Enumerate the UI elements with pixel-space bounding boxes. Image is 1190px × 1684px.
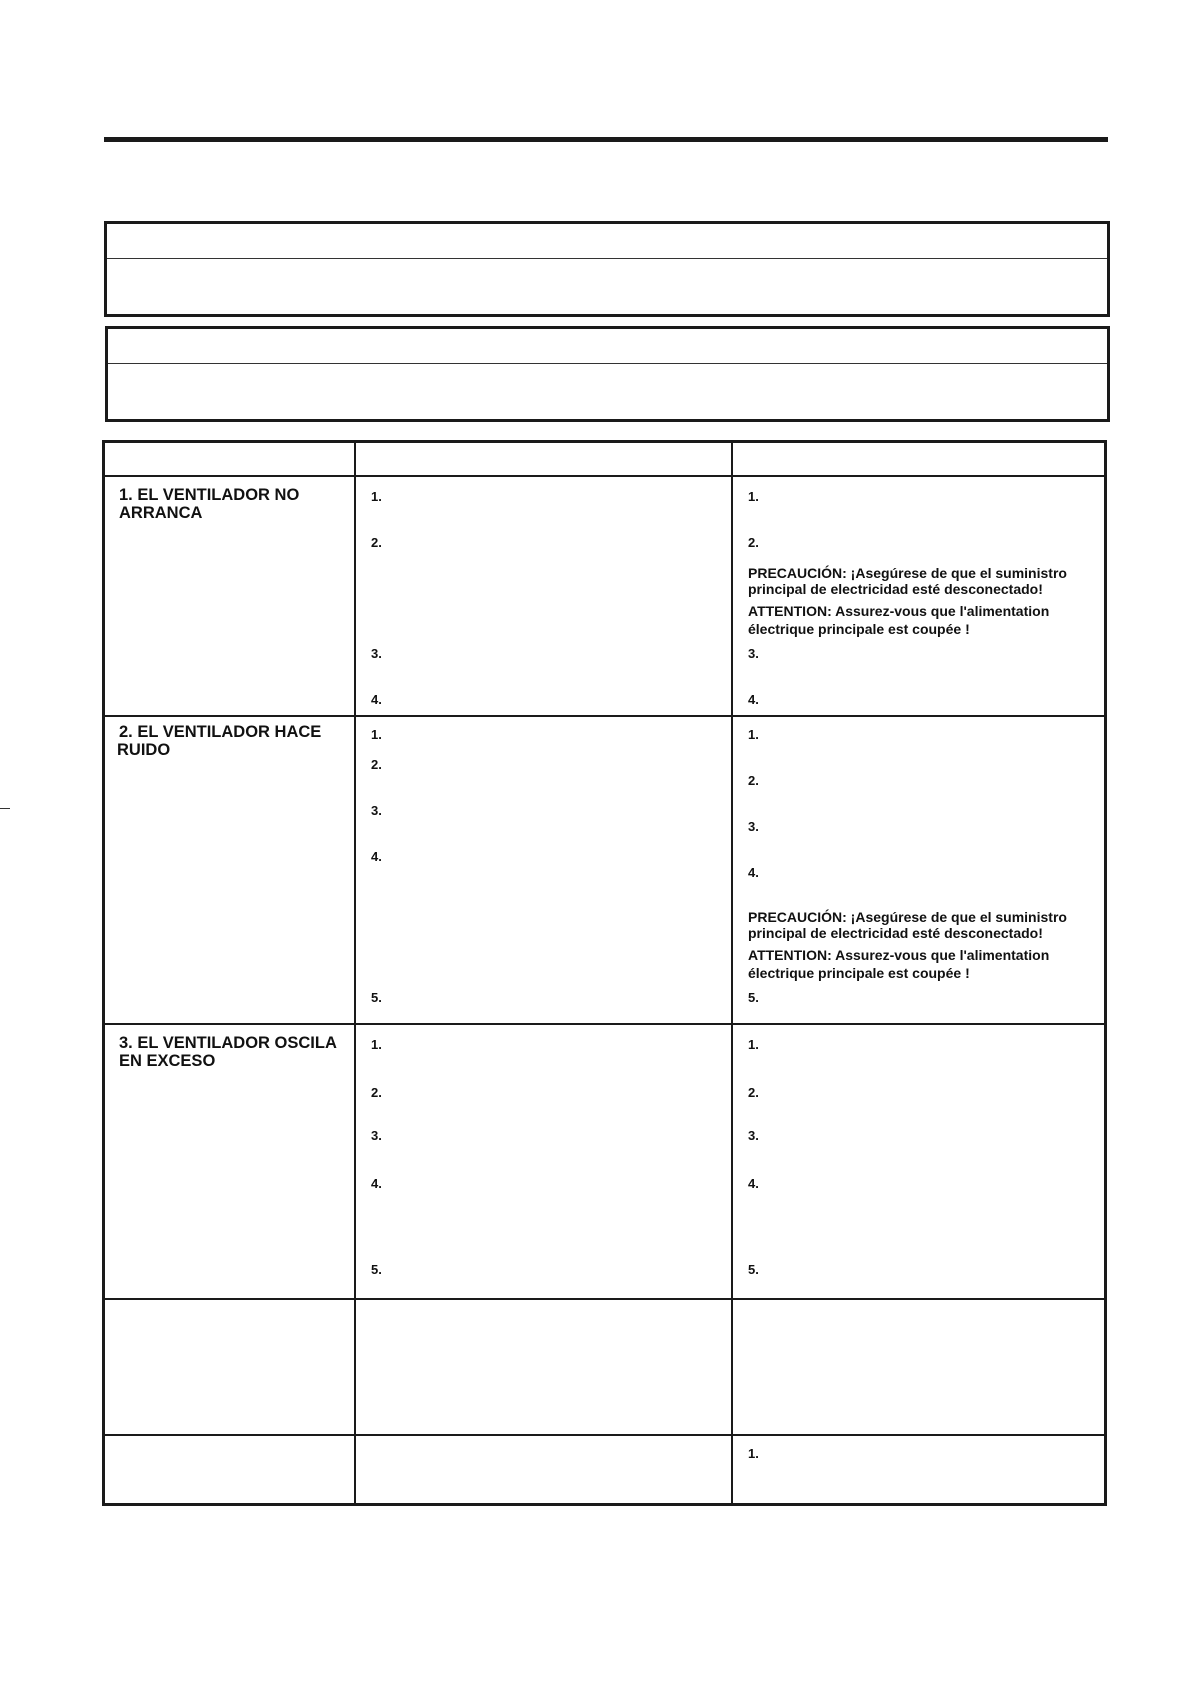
solution-number: 1. (748, 1037, 759, 1052)
cause-number: 4. (371, 849, 382, 864)
cause-number: 2. (371, 1085, 382, 1100)
column-divider-2 (731, 443, 733, 1503)
problem-1-line-2: ARRANCA (119, 504, 203, 522)
row-divider-3 (105, 1298, 1104, 1300)
notice-box-1-header (107, 224, 1107, 259)
row-divider-4 (105, 1434, 1104, 1436)
cause-number: 2. (371, 535, 382, 550)
row-divider-1 (105, 715, 1104, 717)
caution-fr-line-2: électrique principale est coupée ! (748, 965, 970, 981)
solution-number: 5. (748, 990, 759, 1005)
solution-number: 4. (748, 1176, 759, 1191)
cause-number: 3. (371, 803, 382, 818)
caution-es-line-1: PRECAUCIÓN: ¡Asegúrese de que el suministro (748, 565, 1067, 581)
caution-es-line-2: principal de electricidad esté desconectado! (748, 581, 1043, 597)
problem-1-line-1: 1. EL VENTILADOR NO (119, 486, 300, 504)
cause-number: 1. (371, 727, 382, 742)
solution-number: 2. (748, 773, 759, 788)
caution-fr-line-2: électrique principale est coupée ! (748, 621, 970, 637)
column-divider-1 (354, 443, 356, 1503)
cause-number: 1. (371, 489, 382, 504)
cause-number: 3. (371, 1128, 382, 1143)
caution-es-line-1: PRECAUCIÓN: ¡Asegúrese de que el suministro (748, 909, 1067, 925)
solution-number: 1. (748, 489, 759, 504)
margin-tick (0, 808, 10, 809)
problem-3-line-2: EN EXCESO (119, 1052, 216, 1070)
cause-number: 2. (371, 757, 382, 772)
notice-box-2 (105, 326, 1110, 422)
problem-2-line-1: 2. EL VENTILADOR HACE (119, 723, 322, 741)
solution-number: 1. (748, 1446, 759, 1461)
notice-box-1-body (107, 259, 1107, 314)
cause-number: 5. (371, 990, 382, 1005)
header-row-divider (105, 475, 1104, 477)
solution-number: 1. (748, 727, 759, 742)
solution-number: 2. (748, 1085, 759, 1100)
notice-box-2-body (108, 364, 1107, 419)
row-divider-2 (105, 1023, 1104, 1025)
caution-fr-line-1: ATTENTION: Assurez-vous que l'alimentation (748, 947, 1050, 963)
problem-3-line-1: 3. EL VENTILADOR OSCILA (119, 1034, 337, 1052)
cause-number: 4. (371, 692, 382, 707)
caution-es-line-2: principal de electricidad esté desconectado! (748, 925, 1043, 941)
cause-number: 1. (371, 1037, 382, 1052)
solution-number: 3. (748, 646, 759, 661)
solution-number: 4. (748, 865, 759, 880)
troubleshooting-table (102, 440, 1107, 1506)
cause-number: 3. (371, 646, 382, 661)
solution-number: 2. (748, 535, 759, 550)
solution-number: 3. (748, 819, 759, 834)
notice-box-1 (104, 221, 1110, 317)
solution-number: 4. (748, 692, 759, 707)
cause-number: 5. (371, 1262, 382, 1277)
top-rule (104, 137, 1108, 142)
notice-box-2-header (108, 329, 1107, 364)
solution-number: 5. (748, 1262, 759, 1277)
solution-number: 3. (748, 1128, 759, 1143)
cause-number: 4. (371, 1176, 382, 1191)
caution-fr-line-1: ATTENTION: Assurez-vous que l'alimentation (748, 603, 1050, 619)
problem-2-line-2: RUIDO (117, 741, 171, 759)
